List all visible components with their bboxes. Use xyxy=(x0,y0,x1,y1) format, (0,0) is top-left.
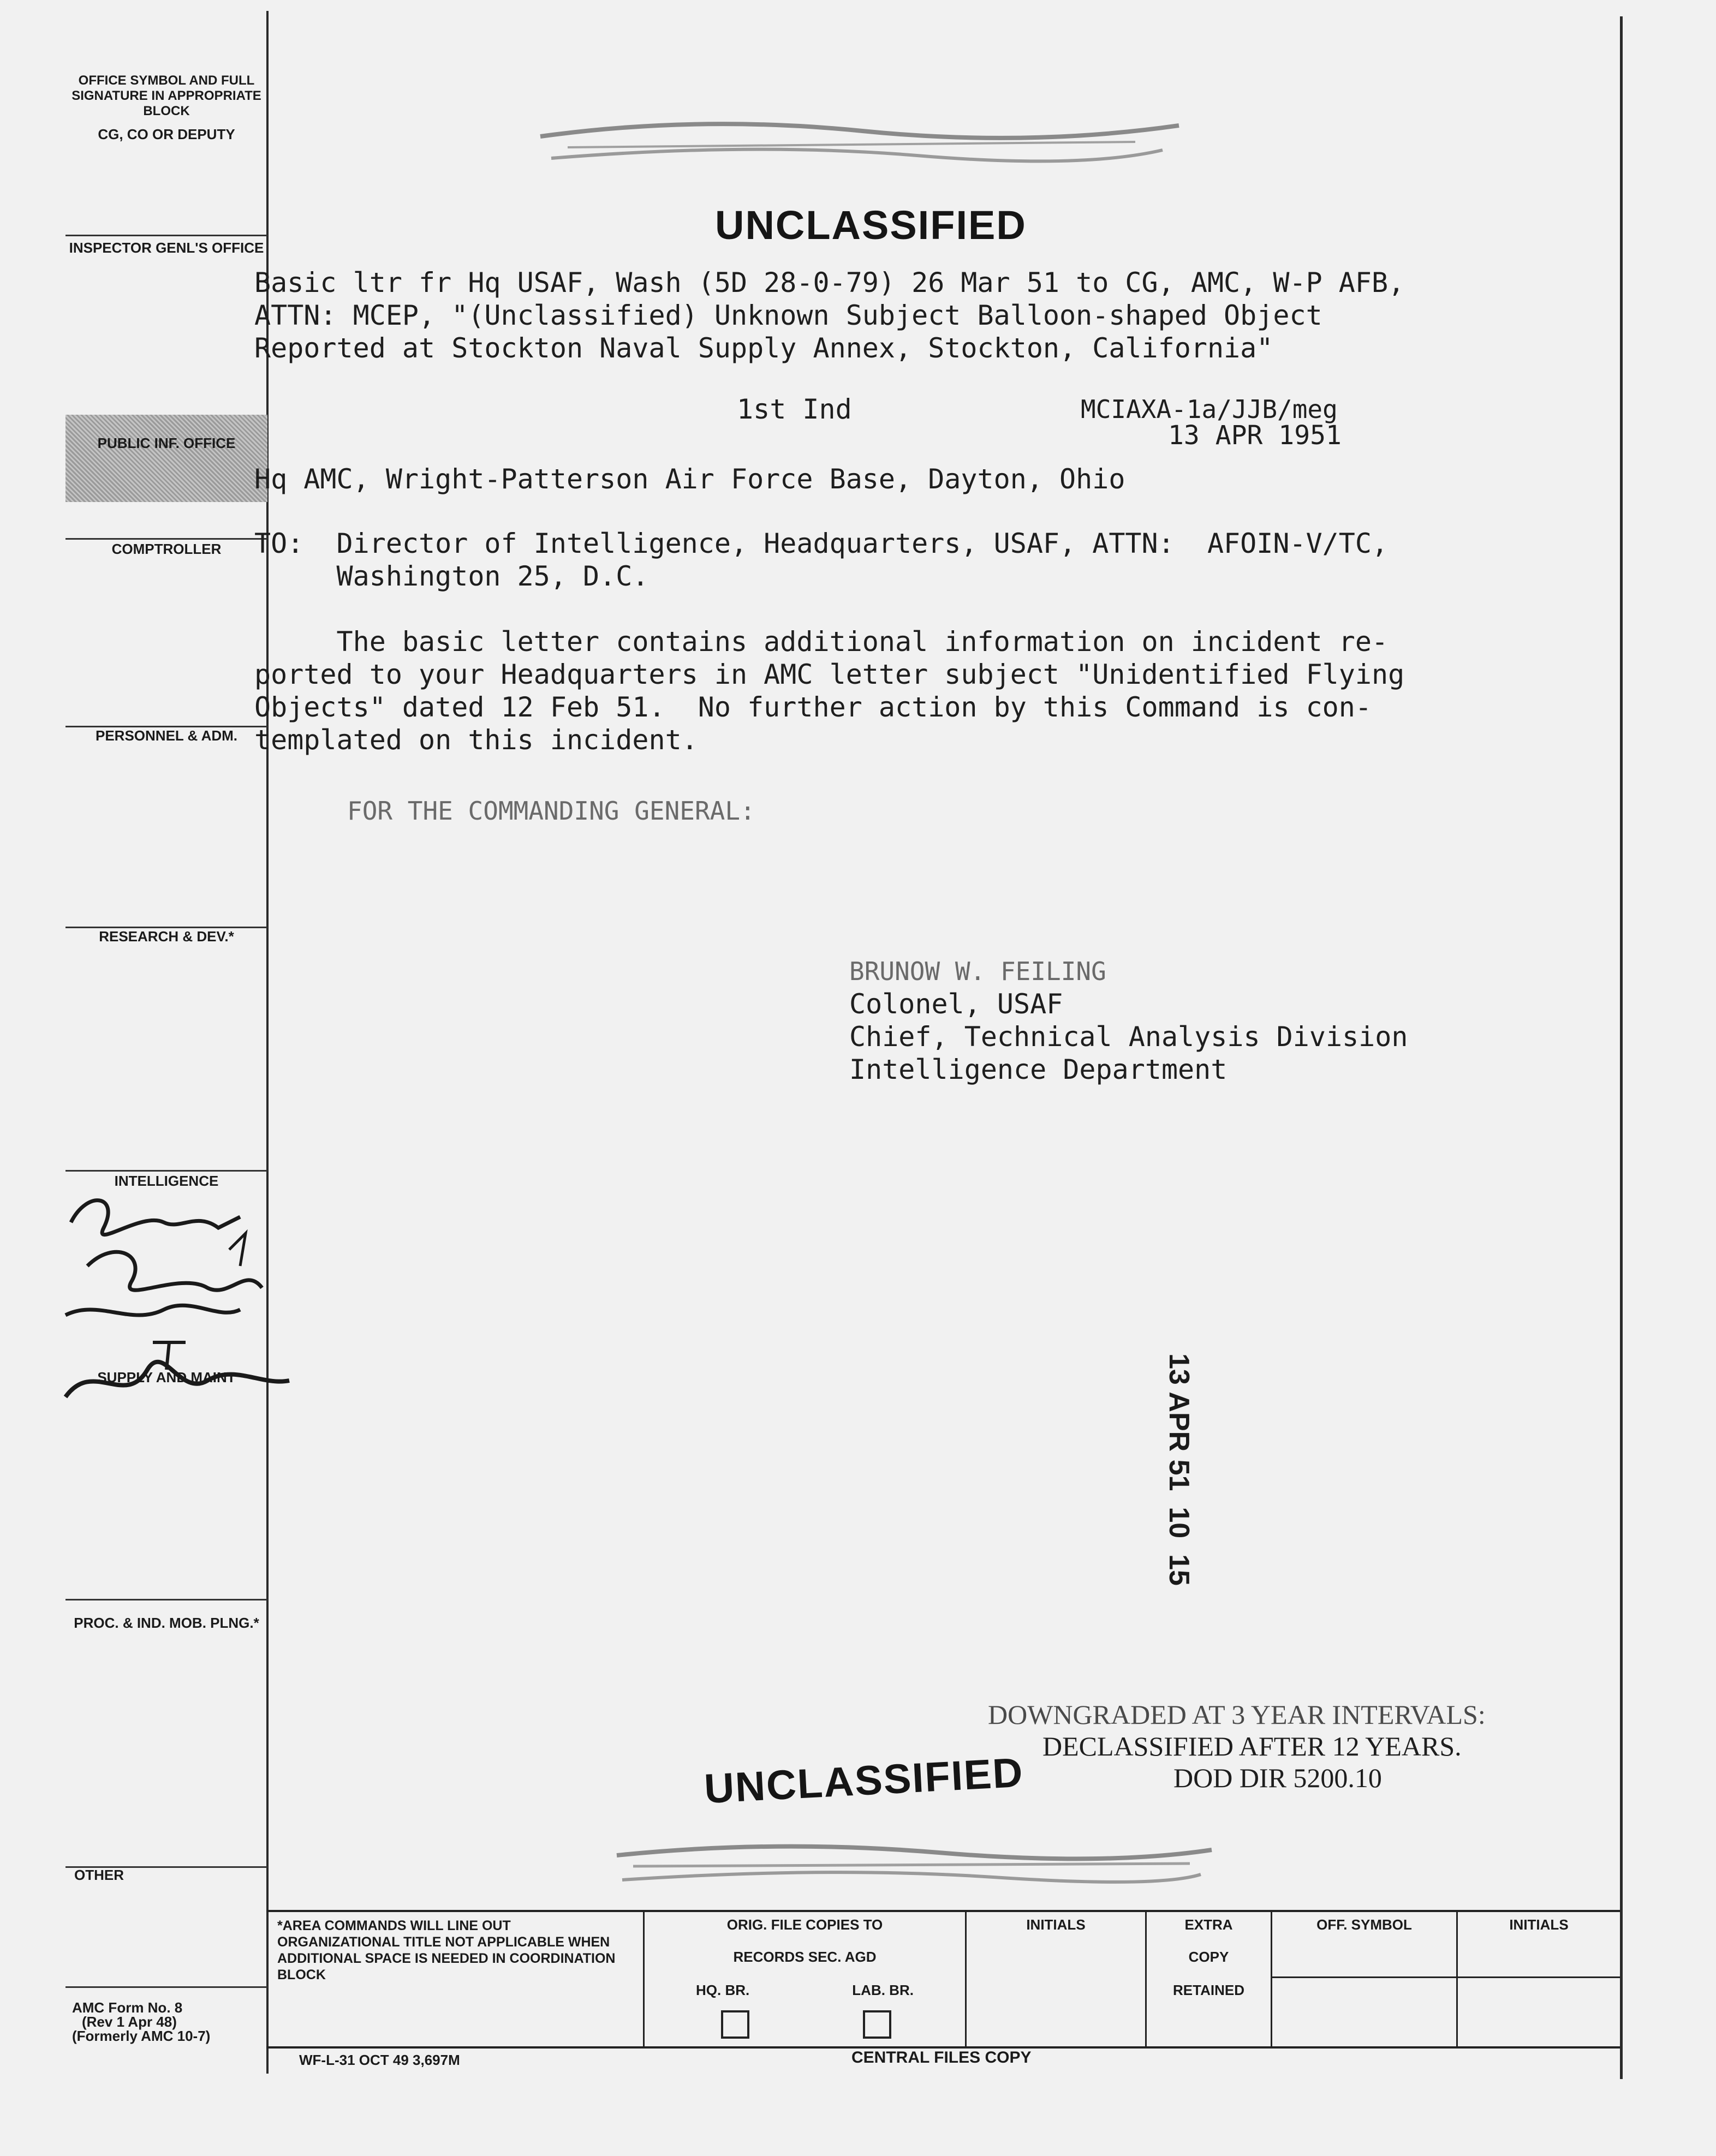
signature-title: Chief, Technical Analysis Division xyxy=(849,1021,1408,1053)
hq-br-label: HQ. BR. xyxy=(696,1982,750,1998)
orig-file-line-1: ORIG. FILE COPIES TO xyxy=(726,1916,883,1933)
divider xyxy=(65,1986,267,1988)
supply-label: SUPPLY AND MAINT xyxy=(97,1369,236,1385)
struck-out-classification-top xyxy=(535,104,1190,186)
divider xyxy=(65,538,267,540)
retained-label: RETAINED xyxy=(1173,1982,1244,1998)
form-revision: (Rev 1 Apr 48) xyxy=(82,2014,177,2030)
personnel-label: PERSONNEL & ADM. xyxy=(95,727,238,744)
cg-label: CG, CO OR DEPUTY xyxy=(98,126,235,142)
extra-copy-cell xyxy=(1145,1912,1271,2049)
comptroller-label: COMPTROLLER xyxy=(111,541,222,557)
to-line-1: TO: Director of Intelligence, Headquarters, USAF, ATTN: AFOIN-V/TC, xyxy=(254,528,1389,559)
basic-letter-line-3: Reported at Stockton Naval Supply Annex, Stockton, California" xyxy=(254,332,1273,364)
hq-br-checkbox[interactable] xyxy=(721,2010,749,2039)
print-code: WF-L-31 OCT 49 3,697M xyxy=(299,2052,460,2068)
proc-label: PROC. & IND. MOB. PLNG.* xyxy=(74,1615,259,1631)
initials-label-2: INITIALS xyxy=(1509,1916,1569,1933)
initials-label-1: INITIALS xyxy=(1026,1916,1086,1933)
paragraph-line-2: ported to your Headquarters in AMC letter subject "Unidentified Flying xyxy=(254,659,1405,690)
other-label: OTHER xyxy=(74,1867,124,1883)
received-time-stamp-text: 13 APR 51 10 15 xyxy=(1163,1353,1195,1586)
downgrade-line-3: DOD DIR 5200.10 xyxy=(1173,1763,1382,1793)
to-line-2: Washington 25, D.C. xyxy=(254,560,649,592)
research-label: RESEARCH & DEV.* xyxy=(99,928,234,945)
lab-br-label: LAB. BR. xyxy=(852,1982,914,1998)
basic-letter-line-1: Basic ltr fr Hq USAF, Wash (5D 28-0-79) 26 Mar 51 to CG, AMC, W-P AFB, xyxy=(254,267,1405,298)
off-symbol-label: OFF. SYMBOL xyxy=(1316,1916,1412,1933)
divider xyxy=(65,235,267,236)
paragraph-line-1: The basic letter contains additional information on incident re- xyxy=(254,626,1389,658)
coordination-sidebar xyxy=(65,65,267,2085)
office-reference: MCIAXA-1a/JJB/meg xyxy=(1081,395,1338,424)
classification-stamp-top: UNCLASSIFIED xyxy=(715,202,1027,248)
indorsement-number: 1st Ind xyxy=(737,393,852,425)
from-line: Hq AMC, Wright-Patterson Air Force Base, Dayton, Ohio xyxy=(254,463,1125,495)
handwritten-initials-signature xyxy=(55,1179,317,1419)
initials-cell-1 xyxy=(965,1912,1145,2049)
orig-file-cell xyxy=(643,1912,965,2049)
area-commands-note: *AREA COMMANDS WILL LINE OUT ORGANIZATIONAL TITLE NOT APPLICABLE WHEN ADDITIONAL SPACE IS NEEDED IN COORDINATION BLOCK xyxy=(277,1918,616,1982)
struck-out-classification-bottom xyxy=(611,1828,1223,1910)
office-symbol-label: OFFICE SYMBOL AND FULL SIGNATURE IN APPROPRIATE BLOCK xyxy=(72,73,261,118)
downgrade-line-2: DECLASSIFIED AFTER 12 YEARS. xyxy=(1042,1731,1462,1761)
copy-label: COPY xyxy=(1188,1949,1229,1965)
orig-file-line-2: RECORDS SEC. AGD xyxy=(733,1949,877,1965)
coordination-footer-table xyxy=(266,1910,1620,2049)
form-formerly: (Formerly AMC 10-7) xyxy=(72,2028,211,2044)
shaded-block xyxy=(65,415,267,502)
form-number: AMC Form No. 8 xyxy=(72,1999,183,2016)
signature-name: BRUNOW W. FEILING xyxy=(849,957,1106,986)
signature-rank: Colonel, USAF xyxy=(849,988,1063,1020)
lab-br-checkbox[interactable] xyxy=(863,2010,891,2039)
page-right-border xyxy=(1620,16,1623,2079)
closing-line: FOR THE COMMANDING GENERAL: xyxy=(347,796,755,826)
extra-label: EXTRA xyxy=(1184,1916,1233,1933)
basic-letter-line-2: ATTN: MCEP, "(Unclassified) Unknown Subject Balloon-shaped Object xyxy=(254,300,1322,331)
received-time-stamp xyxy=(1163,1353,1195,1637)
initials-cell-2 xyxy=(1456,1912,1620,2049)
signature-department: Intelligence Department xyxy=(849,1054,1228,1085)
classification-stamp-bottom: UNCLASSIFIED xyxy=(703,1749,1025,1813)
divider xyxy=(65,1599,267,1600)
intelligence-label: INTELLIGENCE xyxy=(114,1173,219,1189)
off-symbol-cell xyxy=(1271,1912,1456,2049)
area-commands-note-cell xyxy=(266,1912,643,2049)
inspector-label: INSPECTOR GENL'S OFFICE xyxy=(69,240,264,256)
central-files-copy: CENTRAL FILES COPY xyxy=(851,2049,1032,2067)
paragraph-line-3: Objects" dated 12 Feb 51. No further action by this Command is con- xyxy=(254,691,1372,723)
divider xyxy=(65,1170,267,1172)
downgrade-line-1: DOWNGRADED AT 3 YEAR INTERVALS: xyxy=(988,1699,1486,1730)
paragraph-line-4: templated on this incident. xyxy=(254,724,698,756)
date-stamp: 13 APR 1951 xyxy=(1168,420,1342,451)
public-info-label: PUBLIC INF. OFFICE xyxy=(97,435,236,451)
